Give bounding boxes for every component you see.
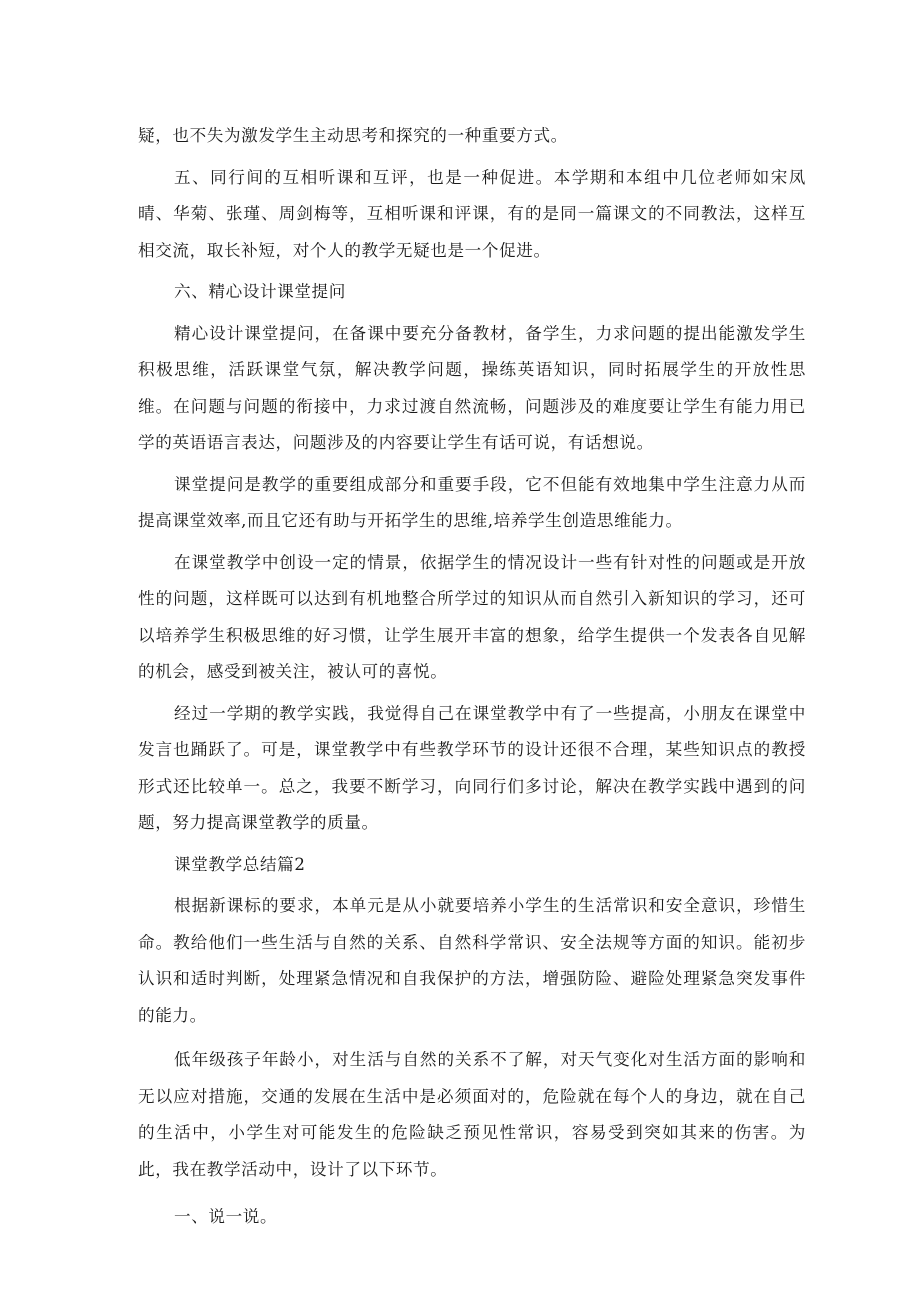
heading-say-it: 一、说一说。 [174, 1207, 278, 1226]
paragraph-curriculum: 根据新课标的要求，本单元是从小就要培养小学生的生活常识和安全意识，珍惜生命。教给他们一些生活与自然的关系、自然科学常识、安全法规等方面的知识。能初步认识和适时判断，处理紧急情况和自我保护的方法，增强防险、避险处理紧急突发事件的能力。 [138, 896, 806, 1025]
heading-section-6: 六、精心设计课堂提问 [174, 282, 346, 301]
paragraph-scenario-teaching: 在课堂教学中创设一定的情景，依据学生的情况设计一些有针对性的问题或是开放性的问题，这样既可以达到有机地整合所学过的知识从而自然引入新知识的学习，还可以培养学生积极思维的好习惯，让学生展开丰富的想象，给学生提供一个发表各自见解的机会，感受到被关注，被认可的喜悦。 [138, 552, 806, 681]
paragraph-question-design: 精心设计课堂提问，在备课中要充分备教材，备学生，力求问题的提出能激发学生积极思维，活跃课堂气氛，解决教学问题，操练英语知识，同时拓展学生的开放性思维。在问题与问题的衔接中，力求过渡自然流畅，问题涉及的难度要让学生有能力用已学的英语语言表达，问题涉及的内容要让学生有话可说，有话想说。 [138, 323, 806, 452]
paragraph-semester-summary: 经过一学期的教学实践，我觉得自己在课堂教学中有了一些提高，小朋友在课堂中发言也踊跃了。可是，课堂教学中有些教学环节的设计还很不合理，某些知识点的教授形式还比较单一。总之，我要不断学习，向同行们多讨论，解决在教学实践中遇到的问题，努力提高课堂教学的质量。 [138, 703, 806, 832]
paragraph-question-importance: 课堂提问是教学的重要组成部分和重要手段，它不但能有效地集中学生注意力从而提高课堂效率,而且它还有助与开拓学生的思维,培养学生创造思维能力。 [138, 474, 806, 530]
heading-part-2: 课堂教学总结篇2 [174, 854, 306, 874]
paragraph-continuation: 疑，也不失为激发学生主动思考和探究的一种重要方式。 [138, 126, 568, 145]
document-page [138, 118, 806, 1236]
paragraph-young-children: 低年级孩子年龄小，对生活与自然的关系不了解，对天气变化对生活方面的影响和无以应对措施，交通的发展在生活中是必须面对的，危险就在每个人的身边，就在自己的生活中，小学生对可能发生的危险缺乏预见性常识，容易受到突如其来的伤害。为此，我在教学活动中，设计了以下环节。 [138, 1050, 806, 1179]
paragraph-section-5: 五、同行间的互相听课和互评，也是一种促进。本学期和本组中几位老师如宋凤晴、华菊、张瑾、周剑梅等，互相听课和评课，有的是同一篇课文的不同教法，这样互相交流，取长补短，对个人的教学无疑也是一个促进。 [138, 167, 806, 260]
